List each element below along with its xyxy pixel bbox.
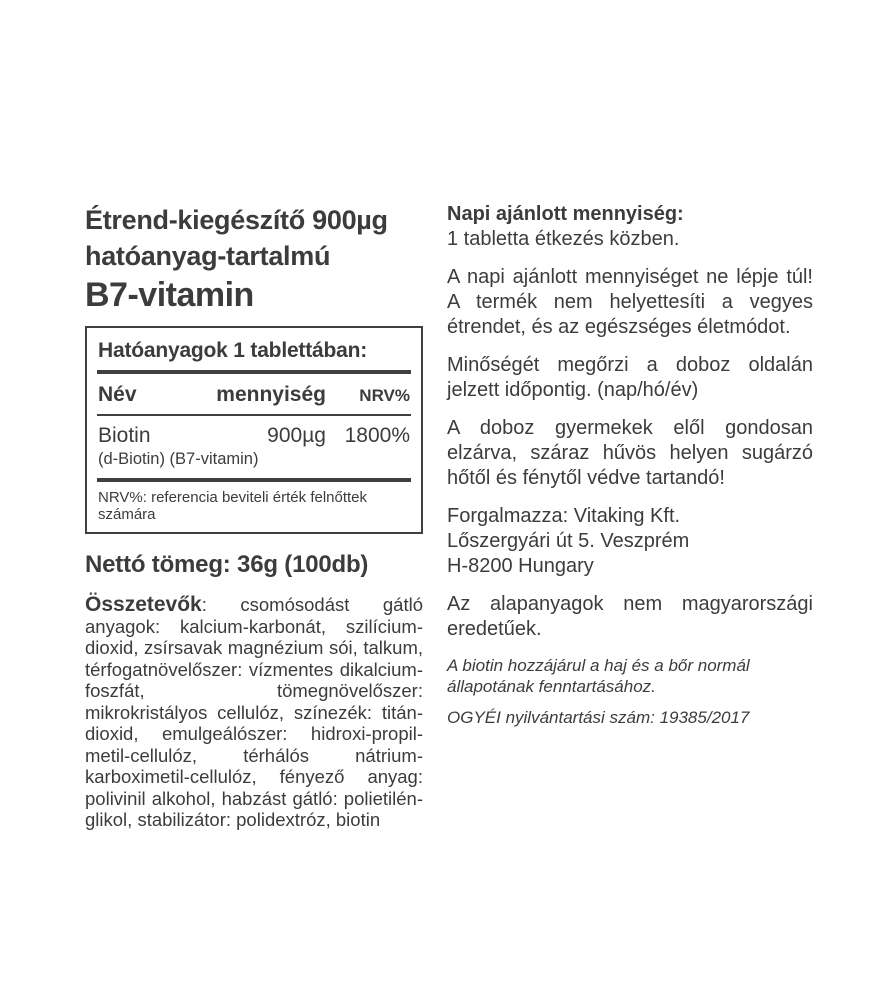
distributor-line: Lőszergyári út 5. Veszprém <box>447 530 690 552</box>
dosage-title: Napi ajánlott mennyiség: <box>447 203 684 225</box>
storage-warning: A doboz gyermekek elől gondosan elzárva, száraz hűvös helyen sugárzó hőtől és fénytől védve tartandó! <box>447 417 813 489</box>
distributor-block <box>447 504 813 579</box>
active-ingredients-table <box>85 326 423 534</box>
best-before-note: Minőségét megőrzi a doboz oldalán jelzett időpontig. (nap/hó/év) <box>447 354 813 401</box>
dosage-paragraph <box>447 202 813 252</box>
overdose-warning: A napi ajánlott mennyiséget ne lépje túl! A termék nem helyettesíti a vegyes étrendet, és az egészséges életmódot. <box>447 266 813 338</box>
nrv-footnote: NRV%: referencia beviteli érték felnőttek számára <box>98 489 368 523</box>
label-left-column <box>85 202 423 831</box>
table-row <box>96 416 412 450</box>
ingredient-name-detail: (d-Biotin) (B7-vitamin) <box>98 450 259 468</box>
origin-note: Az alapanyagok nem magyarországi eredetűek. <box>447 593 813 640</box>
heading-line-1: Étrend-kiegészítő 900µg <box>85 205 388 235</box>
column-header-amount: mennyiség <box>216 383 326 406</box>
column-header-name: Név <box>98 383 137 406</box>
label-right-column <box>447 202 813 831</box>
column-header-nrv: NRV% <box>359 386 410 405</box>
ingredient-nrv: 1800% <box>344 424 410 447</box>
distributor-line: Forgalmazza: Vitaking Kft. <box>447 505 681 527</box>
health-claim: A biotin hozzájárul a haj és a bőr normál állapotának fenntartásához. <box>447 656 750 696</box>
registration-number: OGYÉI nyilvántartási szám: 19385/2017 <box>447 708 750 727</box>
ingredients-label: Összetevők <box>85 593 202 616</box>
ingredients-paragraph <box>85 594 423 831</box>
supplement-label <box>85 202 813 831</box>
ingredient-amount: 900µg <box>267 424 326 447</box>
distributor-line: H-8200 Hungary <box>447 555 594 577</box>
ingredients-text: : csomósodást gátló anyagok: kalcium-karbonát, szilícium-dioxid, zsírsavak magnézium sói, talkum, térfogatnövelőszer: vízmentes dikalcium-foszfát, tömegnövelőszer: mikrokristályos cellulóz, színezék: titán-dioxid, emulgeálószer: hidroxi-propil-metil-cellulóz, térhálós nátrium-karboximetil-cellulóz, fényező anyag: polivinil alkohol, habzást gátló: polietilén-glikol, stabilizátor: polidextróz, biotin <box>85 594 423 830</box>
product-heading <box>85 202 423 316</box>
dosage-text: 1 tabletta étkezés közben. <box>447 228 680 250</box>
heading-line-2: hatóanyag-tartalmú <box>85 241 331 271</box>
product-name: B7-vitamin <box>85 276 254 314</box>
facts-table-title: Hatóanyagok 1 tablettában: <box>98 339 368 362</box>
net-weight: Nettó tömeg: 36g (100db) <box>85 551 369 578</box>
facts-table-header-row <box>96 374 412 414</box>
ingredient-name: Biotin <box>98 424 151 447</box>
